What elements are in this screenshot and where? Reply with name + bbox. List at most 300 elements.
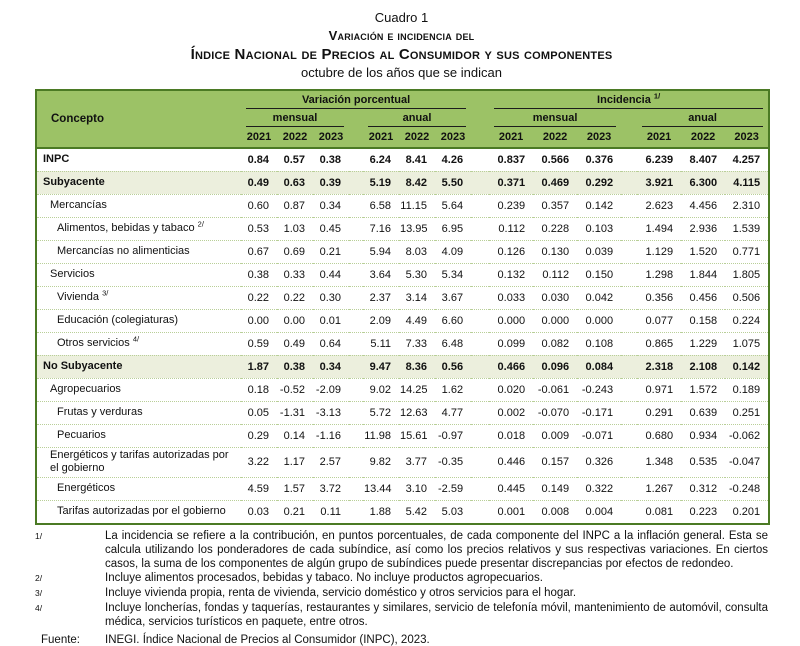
- value-cell: 3.921: [637, 171, 681, 194]
- value-cell: -0.061: [533, 378, 577, 401]
- table-row: [36, 171, 769, 194]
- column-gap: [471, 286, 489, 309]
- value-cell: 0.53: [241, 217, 277, 240]
- footnote-ref: 3/: [102, 287, 109, 297]
- value-cell: 5.03: [441, 506, 464, 518]
- value-cell: 0.239: [489, 194, 533, 217]
- value-cell: 0.59: [241, 332, 277, 355]
- value-cell: 0.157: [533, 447, 577, 478]
- value-cell: 0.865: [637, 332, 681, 355]
- column-gap: [349, 378, 363, 401]
- incidencia-footnote-ref: 1/: [653, 90, 661, 100]
- row-label: Mercancías: [36, 194, 241, 217]
- value-cell: 1.229: [681, 332, 725, 355]
- value-cell: 5.64: [435, 194, 471, 217]
- column-gap: [621, 378, 637, 401]
- value-cell: 0.469: [533, 171, 577, 194]
- row-label: No Subyacente: [36, 355, 241, 378]
- column-gap: [471, 309, 489, 332]
- source-label: Fuente:: [41, 633, 80, 646]
- value-cell: 0.039: [577, 240, 621, 263]
- value-cell: -0.047: [725, 447, 769, 478]
- value-cell: 0.22: [277, 286, 313, 309]
- column-gap: [471, 401, 489, 424]
- value-cell: 0.149: [533, 478, 577, 501]
- column-gap: [349, 309, 363, 332]
- value-cell: 3.77: [399, 447, 435, 478]
- footnote-marker: 3/: [35, 588, 43, 599]
- value-cell: 0.49: [241, 171, 277, 194]
- table-caption: Cuadro 1: [374, 10, 429, 25]
- column-gap: [471, 240, 489, 263]
- footnote: [35, 602, 768, 630]
- value-cell: 0.077: [637, 309, 681, 332]
- column-gap: [471, 478, 489, 501]
- value-cell: 8.36: [399, 355, 435, 378]
- column-gap: [621, 194, 637, 217]
- value-cell: 0.112: [489, 217, 533, 240]
- value-cell: -3.13: [313, 401, 349, 424]
- value-cell: 0.506: [725, 286, 769, 309]
- footnote-ref: 2/: [197, 218, 204, 228]
- value-cell: -2.59: [435, 478, 471, 501]
- year-header: 2021: [498, 130, 524, 143]
- value-cell: 0.21: [313, 240, 349, 263]
- value-cell: 11.15: [399, 194, 435, 217]
- value-cell: 0.081: [645, 506, 674, 518]
- table-row: [36, 355, 769, 378]
- value-cell: -0.52: [277, 378, 313, 401]
- value-cell: 0.223: [689, 506, 718, 518]
- column-gap: [471, 501, 489, 525]
- value-cell: -0.248: [725, 478, 769, 501]
- value-cell: 0.018: [489, 424, 533, 447]
- table-row: [36, 263, 769, 286]
- value-cell: 13.44: [363, 478, 399, 501]
- column-gap: [349, 240, 363, 263]
- value-cell: 6.95: [435, 217, 471, 240]
- value-cell: 4.49: [399, 309, 435, 332]
- value-cell: 3.14: [399, 286, 435, 309]
- concepto-header: Concepto: [51, 112, 105, 125]
- column-gap: [349, 217, 363, 240]
- value-cell: 0.971: [637, 378, 681, 401]
- value-cell: 0.30: [313, 286, 349, 309]
- value-cell: 3.72: [313, 478, 349, 501]
- value-cell: 0.49: [277, 332, 313, 355]
- value-cell: 1.129: [637, 240, 681, 263]
- value-cell: 0.03: [247, 506, 269, 518]
- value-cell: 4.09: [435, 240, 471, 263]
- footnote-marker: 4/: [35, 602, 43, 613]
- value-cell: 2.57: [313, 447, 349, 478]
- value-cell: 0.008: [541, 506, 570, 518]
- value-cell: 12.63: [399, 401, 435, 424]
- value-cell: 5.34: [435, 263, 471, 286]
- value-cell: 3.64: [363, 263, 399, 286]
- value-cell: 0.00: [277, 309, 313, 332]
- value-cell: 0.030: [533, 286, 577, 309]
- value-cell: 1.03: [277, 217, 313, 240]
- value-cell: 9.47: [363, 355, 399, 378]
- year-header: 2021: [646, 130, 672, 143]
- group-incidencia-label: Incidencia: [597, 93, 651, 106]
- value-cell: 0.56: [435, 355, 471, 378]
- header-gap: [349, 127, 363, 148]
- value-cell: 0.535: [681, 447, 725, 478]
- table-row: [36, 447, 769, 478]
- value-cell: 6.48: [435, 332, 471, 355]
- value-cell: 0.096: [533, 355, 577, 378]
- year-header: 2023: [440, 130, 466, 143]
- row-label: Frutas y verduras: [36, 401, 241, 424]
- column-gap: [471, 263, 489, 286]
- value-cell: 7.33: [399, 332, 435, 355]
- row-label: INPC: [36, 148, 241, 172]
- column-gap: [621, 286, 637, 309]
- table-row: [36, 401, 769, 424]
- value-cell: 5.72: [363, 401, 399, 424]
- value-cell: 0.020: [489, 378, 533, 401]
- page-subtitle: Variación e incidencia del: [328, 28, 475, 44]
- value-cell: 14.25: [399, 378, 435, 401]
- value-cell: 0.38: [241, 263, 277, 286]
- value-cell: 0.680: [637, 424, 681, 447]
- row-label: Mercancías no alimenticias: [36, 240, 241, 263]
- value-cell: 0.57: [277, 148, 313, 172]
- subgroup-inc-mensual: mensual: [489, 109, 621, 127]
- value-cell: 0.18: [241, 378, 277, 401]
- value-cell: 1.539: [725, 217, 769, 240]
- year-header: 2022: [542, 130, 568, 143]
- row-label: Alimentos, bebidas y tabaco $^{2/}$: [36, 217, 241, 240]
- value-cell: 0.63: [277, 171, 313, 194]
- row-label: Otros servicios $^{4/}$: [36, 332, 241, 355]
- value-cell: 0.22: [241, 286, 277, 309]
- subgroup-var-mensual: mensual: [241, 109, 349, 127]
- column-gap: [349, 501, 363, 525]
- value-cell: 0.042: [577, 286, 621, 309]
- value-cell: 0.158: [681, 309, 725, 332]
- header-gap: [621, 109, 637, 127]
- table-row: [36, 194, 769, 217]
- value-cell: 6.24: [363, 148, 399, 172]
- column-gap: [621, 447, 637, 478]
- value-cell: 8.03: [399, 240, 435, 263]
- value-cell: 0.446: [489, 447, 533, 478]
- header-gap: [349, 109, 363, 127]
- header-gap: [471, 127, 489, 148]
- table-row: [36, 478, 769, 501]
- value-cell: 0.69: [277, 240, 313, 263]
- footnote-text: La incidencia se refiere a la contribución, en puntos porcentuales, de cada componente del INPC a la inflación general. Esta se calcula utilizando los ponderadores de cada subíndice, así como los precios relativos y sus respectivas variaciones. En ciertos casos, la suma de los componentes de algún grupo de subíndices puede presentar discrepancias por efectos de redondeo.: [105, 530, 768, 570]
- value-cell: 0.142: [725, 355, 769, 378]
- source-line: [35, 634, 768, 646]
- subgroup-inc-anual: anual: [637, 109, 769, 127]
- value-cell: 2.623: [637, 194, 681, 217]
- value-cell: 4.59: [241, 478, 277, 501]
- row-label: Tarifas autorizadas por el gobierno: [57, 505, 226, 518]
- value-cell: 0.456: [681, 286, 725, 309]
- value-cell: 0.082: [533, 332, 577, 355]
- column-gap: [349, 286, 363, 309]
- value-cell: 0.376: [577, 148, 621, 172]
- value-cell: -0.171: [577, 401, 621, 424]
- value-cell: 1.494: [637, 217, 681, 240]
- column-gap: [349, 332, 363, 355]
- column-gap: [349, 194, 363, 217]
- value-cell: 0.837: [489, 148, 533, 172]
- value-cell: 0.251: [725, 401, 769, 424]
- year-header: 2023: [586, 130, 612, 143]
- value-cell: 1.298: [637, 263, 681, 286]
- column-gap: [621, 263, 637, 286]
- value-cell: 1.267: [637, 478, 681, 501]
- value-cell: 0.11: [320, 506, 341, 518]
- value-cell: 1.57: [277, 478, 313, 501]
- header-gap: [471, 109, 489, 127]
- value-cell: 0.64: [313, 332, 349, 355]
- value-cell: 9.82: [363, 447, 399, 478]
- value-cell: 0.009: [533, 424, 577, 447]
- column-gap: [471, 378, 489, 401]
- column-gap: [621, 424, 637, 447]
- value-cell: 0.05: [241, 401, 277, 424]
- group-incidencia: [489, 90, 769, 109]
- year-header: 2022: [282, 130, 308, 143]
- value-cell: 4.26: [435, 148, 471, 172]
- year-header: 2023: [734, 130, 759, 143]
- value-cell: 4.77: [435, 401, 471, 424]
- value-cell: 15.61: [399, 424, 435, 447]
- page-title: Índice Nacional de Precios al Consumidor y sus componentes: [190, 45, 613, 63]
- footnote: [35, 572, 768, 586]
- year-header: 2022: [690, 130, 716, 143]
- value-cell: 0.934: [681, 424, 725, 447]
- row-label: Energéticos: [36, 478, 241, 501]
- value-cell: 3.22: [241, 447, 277, 478]
- value-cell: 1.87: [241, 355, 277, 378]
- value-cell: 0.38: [313, 148, 349, 172]
- value-cell: 0.39: [313, 171, 349, 194]
- value-cell: 0.000: [577, 309, 621, 332]
- table-body: [36, 148, 769, 525]
- value-cell: 0.002: [489, 401, 533, 424]
- value-cell: 1.17: [277, 447, 313, 478]
- value-cell: 1.62: [435, 378, 471, 401]
- value-cell: -0.97: [435, 424, 471, 447]
- group-variacion-label: Variación porcentual: [301, 93, 411, 106]
- inpc-table: [35, 89, 770, 526]
- value-cell: 0.67: [241, 240, 277, 263]
- column-gap: [621, 355, 637, 378]
- column-gap: [349, 478, 363, 501]
- value-cell: 0.001: [497, 506, 526, 518]
- value-cell: 0.292: [577, 171, 621, 194]
- column-gap: [349, 355, 363, 378]
- column-gap: [621, 478, 637, 501]
- value-cell: 0.004: [585, 506, 614, 518]
- value-cell: 0.357: [533, 194, 577, 217]
- footnote: [35, 530, 768, 571]
- value-cell: 0.132: [489, 263, 533, 286]
- value-cell: 0.00: [241, 309, 277, 332]
- value-cell: 4.257: [725, 148, 769, 172]
- value-cell: 0.099: [489, 332, 533, 355]
- column-gap: [621, 309, 637, 332]
- column-gap: [471, 332, 489, 355]
- value-cell: -0.071: [577, 424, 621, 447]
- value-cell: 0.33: [277, 263, 313, 286]
- title-block: [35, 10, 768, 82]
- table-row: [36, 286, 769, 309]
- column-gap: [349, 447, 363, 478]
- column-gap: [471, 148, 489, 172]
- value-cell: 0.291: [637, 401, 681, 424]
- value-cell: -0.243: [577, 378, 621, 401]
- value-cell: 0.38: [277, 355, 313, 378]
- column-gap: [471, 447, 489, 478]
- column-gap: [621, 171, 637, 194]
- header-gap: [621, 127, 637, 148]
- value-cell: 0.44: [313, 263, 349, 286]
- table-row: [36, 424, 769, 447]
- value-cell: 0.108: [577, 332, 621, 355]
- value-cell: 9.02: [363, 378, 399, 401]
- row-label: Energéticos y tarifas autorizadas por el gobierno: [36, 447, 241, 478]
- footnote: [35, 587, 768, 601]
- value-cell: 4.456: [681, 194, 725, 217]
- footnote-ref: 4/: [132, 333, 140, 343]
- value-cell: 6.58: [363, 194, 399, 217]
- row-label: Pecuarios: [36, 424, 241, 447]
- value-cell: 1.844: [681, 263, 725, 286]
- value-cell: 0.60: [241, 194, 277, 217]
- value-cell: 0.45: [313, 217, 349, 240]
- value-cell: 2.108: [681, 355, 725, 378]
- value-cell: 0.130: [533, 240, 577, 263]
- column-gap: [621, 401, 637, 424]
- value-cell: 6.60: [435, 309, 471, 332]
- column-gap: [621, 217, 637, 240]
- column-gap: [349, 148, 363, 172]
- value-cell: -0.35: [435, 447, 471, 478]
- value-cell: 0.21: [283, 506, 305, 518]
- value-cell: 5.42: [405, 506, 427, 518]
- value-cell: 0.371: [489, 171, 533, 194]
- source-text: INEGI. Índice Nacional de Precios al Consumidor (INPC), 2023.: [105, 633, 430, 646]
- footnote-text: Incluye alimentos procesados, bebidas y tabaco. No incluye productos agropecuarios.: [105, 572, 543, 585]
- footnote-marker: 2/: [35, 573, 43, 584]
- table-row: [36, 332, 769, 355]
- table-row: [36, 217, 769, 240]
- table-row: [36, 378, 769, 401]
- column-gap: [471, 217, 489, 240]
- column-gap: [621, 240, 637, 263]
- value-cell: 5.30: [399, 263, 435, 286]
- year-header: 2021: [368, 130, 394, 143]
- column-gap: [621, 332, 637, 355]
- column-gap: [349, 401, 363, 424]
- column-gap: [471, 171, 489, 194]
- group-variacion: [241, 90, 471, 109]
- value-cell: 2.09: [363, 309, 399, 332]
- value-cell: 0.103: [577, 217, 621, 240]
- value-cell: 0.326: [577, 447, 621, 478]
- table-row: [36, 148, 769, 172]
- value-cell: 8.42: [399, 171, 435, 194]
- column-gap: [349, 424, 363, 447]
- value-cell: 4.115: [725, 171, 769, 194]
- value-cell: 0.201: [732, 506, 761, 518]
- table-row: [36, 240, 769, 263]
- value-cell: 0.224: [725, 309, 769, 332]
- column-gap: [621, 148, 637, 172]
- footnotes: [35, 530, 768, 630]
- table-row: [36, 501, 769, 525]
- row-label: Educación (colegiaturas): [36, 309, 241, 332]
- value-cell: 1.805: [725, 263, 769, 286]
- value-cell: 1.572: [681, 378, 725, 401]
- value-cell: -2.09: [313, 378, 349, 401]
- value-cell: 0.112: [533, 263, 577, 286]
- value-cell: 0.34: [313, 355, 349, 378]
- footnote-text: Incluye vivienda propia, renta de vivienda, servicio doméstico y otros servicios para el hogar.: [105, 587, 577, 600]
- row-label: Agropecuarios: [36, 378, 241, 401]
- header-gap: [471, 90, 489, 109]
- value-cell: 5.94: [363, 240, 399, 263]
- value-cell: 0.356: [637, 286, 681, 309]
- value-cell: 8.407: [681, 148, 725, 172]
- value-cell: 5.50: [435, 171, 471, 194]
- value-cell: 0.445: [489, 478, 533, 501]
- value-cell: 0.29: [241, 424, 277, 447]
- value-cell: 0.084: [577, 355, 621, 378]
- value-cell: 0.84: [241, 148, 277, 172]
- value-cell: 0.126: [489, 240, 533, 263]
- column-gap: [621, 501, 637, 525]
- value-cell: 3.10: [399, 478, 435, 501]
- column-gap: [471, 424, 489, 447]
- year-header: 2023: [318, 130, 344, 143]
- value-cell: 1.88: [369, 506, 391, 518]
- value-cell: 1.348: [637, 447, 681, 478]
- value-cell: 0.142: [577, 194, 621, 217]
- value-cell: 6.239: [637, 148, 681, 172]
- value-cell: 7.16: [363, 217, 399, 240]
- year-header: 2022: [404, 130, 430, 143]
- column-gap: [349, 263, 363, 286]
- value-cell: 5.11: [363, 332, 399, 355]
- value-cell: 0.150: [577, 263, 621, 286]
- column-gap: [349, 171, 363, 194]
- row-label: Subyacente: [36, 171, 241, 194]
- column-gap: [471, 355, 489, 378]
- value-cell: -0.070: [533, 401, 577, 424]
- value-cell: 8.41: [399, 148, 435, 172]
- value-cell: 0.189: [725, 378, 769, 401]
- value-cell: 5.19: [363, 171, 399, 194]
- value-cell: 13.95: [399, 217, 435, 240]
- value-cell: 0.771: [725, 240, 769, 263]
- footnote-text: Incluye loncherías, fondas y taquerías, restaurantes y similares, servicio de telefonía móvil, mantenimiento de automóvil, consulta médica, servicios turísticos en paquete, entre otros.: [105, 601, 768, 628]
- value-cell: 0.000: [533, 309, 577, 332]
- row-label: Servicios: [36, 263, 241, 286]
- value-cell: 0.01: [313, 309, 349, 332]
- value-cell: 2.936: [681, 217, 725, 240]
- value-cell: 0.312: [681, 478, 725, 501]
- value-cell: 0.033: [489, 286, 533, 309]
